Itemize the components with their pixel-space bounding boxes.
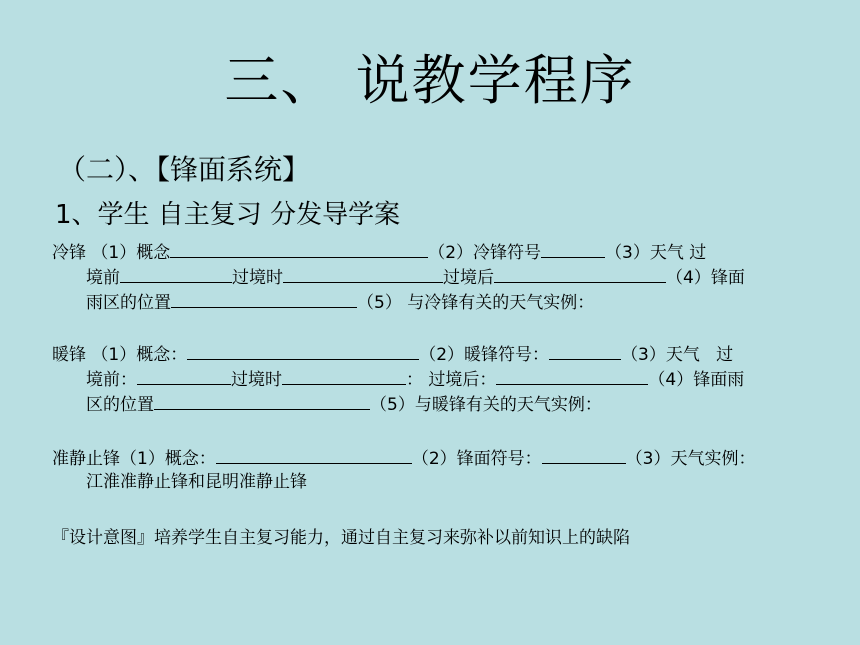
design-intent-note: 『设计意图』培养学生自主复习能力，通过自主复习来弥补以前知识上的缺陷 <box>52 528 630 548</box>
cold-front-q4a: （4）锋面 <box>666 268 745 288</box>
warm-front-symbol-blank <box>549 342 621 360</box>
stationary-front-label: 准静止锋 <box>52 449 120 469</box>
warm-front-during-blank <box>282 367 406 385</box>
cold-front-q3d: 过境后 <box>443 268 494 288</box>
warm-front-rain-area-blank <box>154 392 370 410</box>
warm-front-after-blank <box>496 367 648 385</box>
stationary-front-q3: （3）天气实例： <box>625 449 756 469</box>
cold-front-q4b: 雨区的位置 <box>86 293 171 313</box>
stationary-front-concept-blank <box>216 446 412 464</box>
cold-front-symbol-blank <box>541 240 605 258</box>
cold-front-concept-blank <box>170 240 428 258</box>
cold-front-q3b: 境前 <box>86 268 120 288</box>
warm-front-paragraph <box>52 342 832 417</box>
cold-front-line-1 <box>52 240 832 265</box>
cold-front-before-blank <box>120 265 232 283</box>
cold-front-paragraph <box>52 240 832 315</box>
cold-front-line-2 <box>52 265 832 290</box>
cold-front-q3c: 过境时 <box>232 268 283 288</box>
stationary-front-symbol-blank <box>542 446 626 464</box>
section-heading: （二）、【锋面系统】 <box>58 153 311 186</box>
slide-title: 三、 说教学程序 <box>224 49 636 112</box>
warm-front-line-3 <box>52 392 832 417</box>
cold-front-rain-area-blank <box>171 290 357 308</box>
warm-front-before-blank <box>137 367 231 385</box>
warm-front-line-1 <box>52 342 832 367</box>
cold-front-q2: （2）冷锋符号 <box>428 243 542 263</box>
stationary-front-line-1 <box>52 446 832 471</box>
cold-front-q1: （1）概念 <box>91 243 171 263</box>
warm-front-line-2 <box>52 367 832 392</box>
warm-front-concept-blank <box>187 342 419 360</box>
warm-front-q5: （5）与暖锋有关的天气实例： <box>370 395 602 415</box>
warm-front-q3c-mark: ： <box>406 370 423 390</box>
stationary-front-q2: （2）锋面符号： <box>411 449 542 469</box>
warm-front-q3b: 境前： <box>86 370 137 390</box>
cold-front-line-3 <box>52 290 832 315</box>
warm-front-q1: （1）概念： <box>91 345 188 365</box>
cold-front-during-blank <box>283 265 443 283</box>
stationary-front-example: 江淮准静止锋和昆明准静止锋 <box>86 472 307 492</box>
stationary-front-line-2 <box>52 471 832 494</box>
stationary-front-paragraph <box>52 446 832 494</box>
warm-front-q4b: 区的位置 <box>86 395 154 415</box>
stationary-front-q1: （1）概念： <box>120 449 216 469</box>
cold-front-q5: （5） 与冷锋有关的天气实例： <box>357 293 595 313</box>
warm-front-q4a: （4）锋面雨 <box>648 370 745 390</box>
warm-front-q3c: 过境时 <box>231 370 282 390</box>
subheading: 1、学生 自主复习 分发导学案 <box>55 200 401 230</box>
warm-front-q2: （2）暖锋符号： <box>419 345 550 365</box>
warm-front-q3d: 过境后： <box>423 370 497 390</box>
cold-front-q3a: （3）天气 过 <box>605 243 707 263</box>
cold-front-after-blank <box>494 265 666 283</box>
warm-front-label: 暖锋 <box>52 345 92 365</box>
cold-front-label: 冷锋 <box>52 243 92 263</box>
warm-front-q3a: （3）天气 过 <box>621 345 734 365</box>
